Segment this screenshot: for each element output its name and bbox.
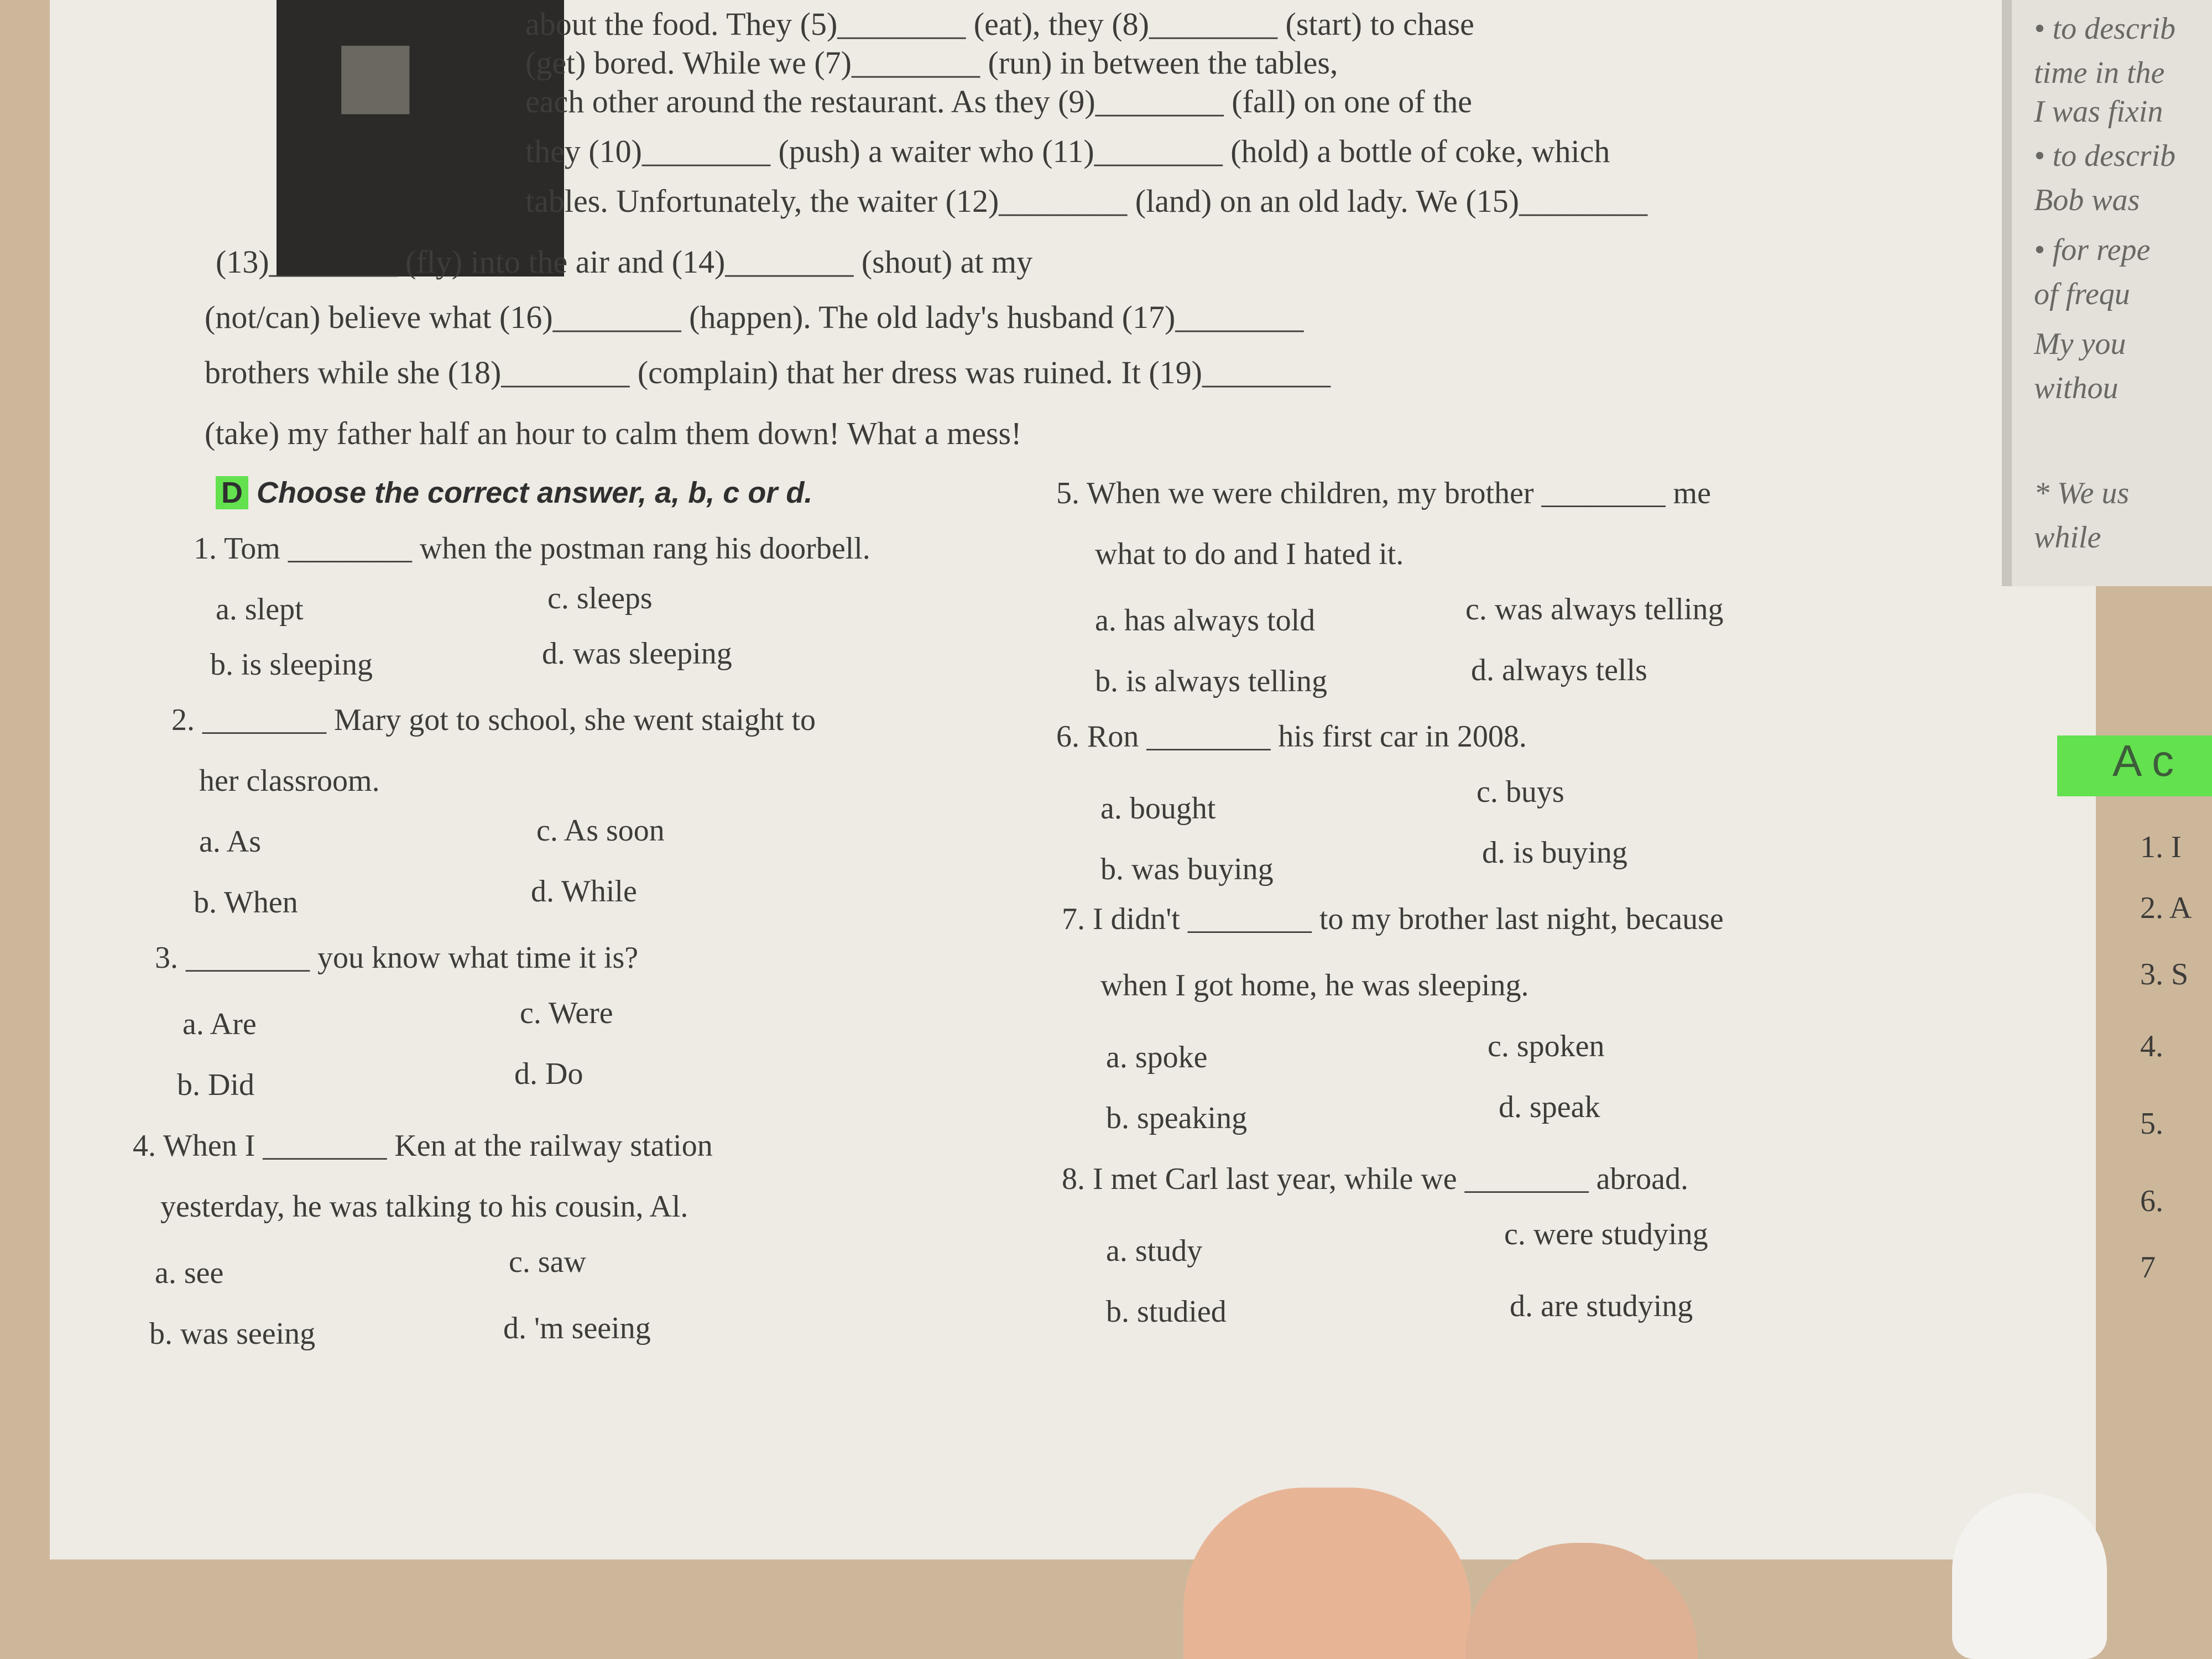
option: b. When — [194, 885, 298, 920]
option: c. saw — [509, 1245, 586, 1279]
option: b. Did — [177, 1068, 254, 1102]
side-text: time in the — [2034, 56, 2165, 90]
side-text: • to describ — [2034, 12, 2176, 46]
option: a. bought — [1100, 791, 1216, 826]
side-number: 7 — [2140, 1250, 2156, 1285]
question-7-cont: when I got home, he was sleeping. — [1100, 968, 1529, 1003]
side-text: • for repe — [2034, 233, 2151, 267]
adjacent-page-margin — [2002, 0, 2212, 586]
option: a. slept — [216, 592, 304, 627]
option: d. speak — [1499, 1090, 1600, 1124]
side-number: 1. I — [2140, 830, 2182, 864]
option: d. always tells — [1471, 653, 1647, 687]
option: c. was always telling — [1465, 592, 1724, 627]
question-2-cont: her classroom. — [199, 764, 380, 798]
option: c. buys — [1477, 775, 1564, 809]
text-line: each other around the restaurant. As they (9)________ (fall) on one of the — [525, 84, 1473, 119]
question-5: 5. When we were children, my brother ________ me — [1056, 476, 1711, 510]
option: b. was seeing — [149, 1317, 316, 1351]
side-number: 3. S — [2140, 957, 2189, 992]
section-instruction — [216, 476, 812, 510]
instruction-text: Choose the correct answer, a, b, c or d. — [257, 476, 813, 509]
side-number: 4. — [2140, 1029, 2163, 1063]
text-line: (13)________ (fly) into the air and (14)________ (shout) at my — [216, 244, 1033, 280]
option: c. As soon — [536, 813, 665, 848]
text-line: (take) my father half an hour to calm them down! What a mess! — [205, 415, 1022, 451]
side-section-tag — [2057, 735, 2212, 796]
option: b. speaking — [1106, 1101, 1248, 1135]
side-text: * We us — [2034, 476, 2130, 510]
option: b. is always telling — [1095, 664, 1327, 698]
text-line: brothers while she (18)________ (complain) that her dress was ruined. It (19)________ — [205, 354, 1331, 390]
text-line: tables. Unfortunately, the waiter (12)________ (land) on an old lady. We (15)________ — [525, 183, 1648, 219]
side-text: of frequ — [2034, 277, 2130, 311]
option: d. 'm seeing — [503, 1311, 651, 1345]
question-8: 8. I met Carl last year, while we ________ abroad. — [1062, 1162, 1688, 1196]
section-letter: D — [216, 476, 248, 509]
option: c. Were — [520, 996, 613, 1030]
text-line: (not/can) believe what (16)________ (happen). The old lady's husband (17)________ — [205, 299, 1304, 335]
question-7: 7. I didn't ________ to my brother last night, because — [1062, 902, 1724, 936]
side-number: 6. — [2140, 1184, 2163, 1218]
option: d. is buying — [1482, 836, 1627, 870]
option: a. Are — [182, 1007, 257, 1041]
side-text: My you — [2034, 327, 2126, 361]
question-2: 2. ________ Mary got to school, she went staight to — [171, 703, 816, 737]
option: c. spoken — [1488, 1029, 1605, 1063]
question-1: 1. Tom ________ when the postman rang his doorbell. — [194, 531, 870, 566]
question-6: 6. Ron ________ his first car in 2008. — [1056, 719, 1527, 754]
worksheet-page — [50, 0, 2096, 1559]
photo-illustration: ◼ — [332, 10, 419, 132]
question-4: 4. When I ________ Ken at the railway station — [133, 1129, 713, 1163]
question-3: 3. ________ you know what time it is? — [155, 941, 639, 975]
option: a. study — [1106, 1234, 1203, 1268]
fingernail — [1952, 1493, 2107, 1659]
text-line: about the food. They (5)________ (eat), they (8)________ (start) to chase — [525, 6, 1474, 42]
option: d. are studying — [1510, 1289, 1693, 1323]
side-text: withou — [2034, 371, 2119, 405]
option: c. were studying — [1504, 1217, 1708, 1251]
option: b. is sleeping — [210, 648, 373, 682]
question-5-cont: what to do and I hated it. — [1095, 537, 1404, 571]
option: b. studied — [1106, 1295, 1227, 1329]
text-line: (get) bored. While we (7)________ (run) in between the tables, — [525, 45, 1338, 81]
option: c. sleeps — [547, 581, 653, 615]
side-number: 2. A — [2140, 891, 2192, 925]
option: a. As — [199, 825, 261, 859]
option: d. was sleeping — [542, 637, 732, 671]
option: b. was buying — [1100, 852, 1274, 886]
side-tag-text: A c — [2112, 736, 2174, 785]
option: a. see — [155, 1256, 224, 1290]
side-text: while — [2034, 520, 2101, 555]
side-text: • to describ — [2034, 139, 2176, 173]
side-number: 5. — [2140, 1107, 2163, 1141]
side-text: Bob was — [2034, 183, 2140, 217]
text-line: they (10)________ (push) a waiter who (11)________ (hold) a bottle of coke, which — [525, 133, 1610, 169]
option: a. has always told — [1095, 603, 1316, 638]
fingertip — [1465, 1543, 1698, 1659]
option: d. Do — [514, 1057, 583, 1091]
question-4-cont: yesterday, he was talking to his cousin, Al. — [160, 1190, 688, 1224]
book-photo — [276, 0, 564, 276]
option: d. While — [531, 874, 637, 909]
side-text: I was fixin — [2034, 95, 2163, 129]
option: a. spoke — [1106, 1040, 1208, 1074]
